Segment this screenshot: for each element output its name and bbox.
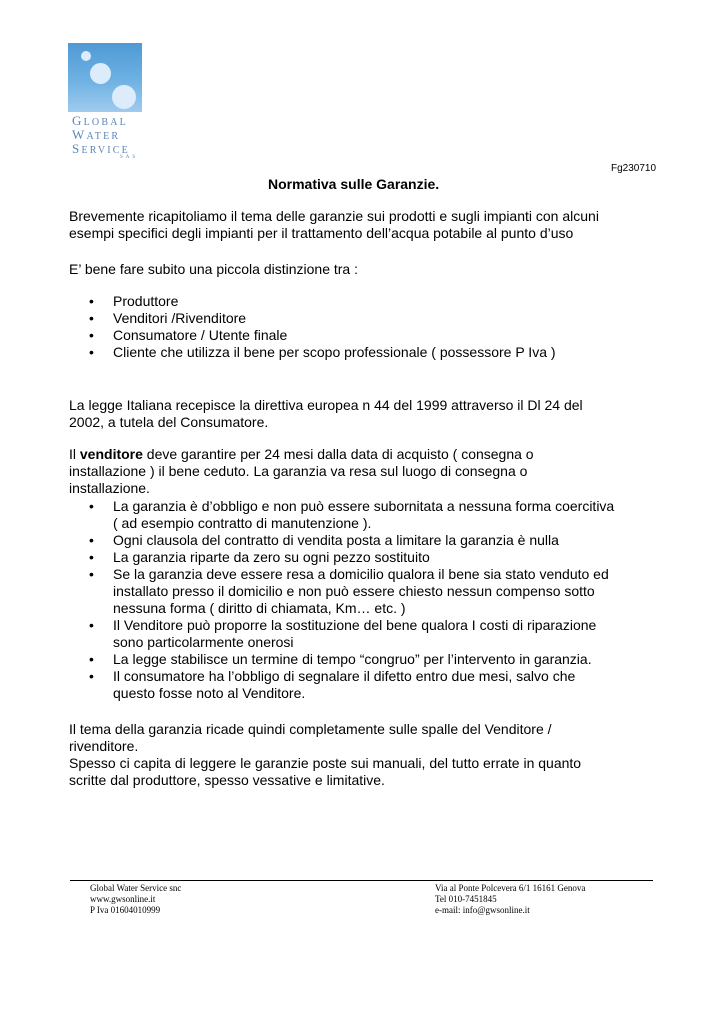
distinction-paragraph: E’ bene fare subito una piccola distinzione tra : xyxy=(69,261,358,277)
footer-left xyxy=(90,883,181,916)
list-item: • Se la garanzia deve essere resa a domicilio qualora il bene sia stato venduto ed installato presso il domicilio e non può essere chiesto nessun compenso sotto nessuna forma ( diritto di chiamata, Km… etc. ) xyxy=(69,566,614,617)
company-logo xyxy=(68,43,142,163)
logo-bubble xyxy=(90,63,111,84)
list-item: • Ogni clausola del contratto di vendita posta a limitare la garanzia è nulla xyxy=(69,532,614,549)
list-item: • Venditori /Rivenditore xyxy=(69,310,556,327)
law-paragraph: La legge Italiana recepisce la direttiva europea n 44 del 1999 attraverso il Dl 24 del 2002, a tutela del Consumatore. xyxy=(69,397,583,430)
footer-phone: Tel 010-7451845 xyxy=(435,894,497,904)
intro-paragraph: Brevemente ricapitoliamo il tema delle garanzie sui prodotti e sugli impianti con alcuni esempi specifici degli impianti per il trattamento dell’acqua potabile al punto d’uso xyxy=(69,208,599,241)
seller-rules-list xyxy=(69,498,614,702)
parties-list xyxy=(69,293,556,361)
seller-paragraph: Il venditore deve garantire per 24 mesi dalla data di acquisto ( consegna o installazione ) il bene ceduto. La garanzia va resa sul luogo di consegna o installazione. xyxy=(69,446,534,496)
closing-paragraph: Il tema della garanzia ricade quindi completamente sulle spalle del Venditore / rivenditore. Spesso ci capita di leggere le garanzie poste sui manuali, del tutto errate in quanto scritte dal produttore, spesso vessative e limitative. xyxy=(69,721,582,788)
footer-company: Global Water Service snc xyxy=(90,883,182,893)
footer-address: Via al Ponte Polcevera 6/1 16161 Genova xyxy=(435,883,586,893)
list-item: • Il Venditore può proporre la sostituzione del bene qualora I costi di riparazione sono particolarmente onerosi xyxy=(69,617,614,651)
list-item: • Produttore xyxy=(69,293,556,310)
footer-right xyxy=(435,883,585,916)
list-item: • Cliente che utilizza il bene per scopo professionale ( possessore P Iva ) xyxy=(69,344,556,361)
list-item: • Il consumatore ha l’obbligo di segnalare il difetto entro due mesi, salvo che questo fosse noto al Venditore. xyxy=(69,668,614,702)
list-item: • La garanzia è d’obbligo e non può essere subornitata a nessuna forma coercitiva ( ad esempio contratto di manutenzione ). xyxy=(69,498,614,532)
footer-website[interactable]: www.gwsonline.it xyxy=(90,894,156,904)
list-item: • Consumatore / Utente finale xyxy=(69,327,556,344)
logo-bubble xyxy=(81,51,91,61)
footer-vat: P Iva 01604010999 xyxy=(90,905,161,915)
logo-wordmark: GLOBAL WATER SERVICE xyxy=(72,113,130,156)
logo-water-drops-graphic xyxy=(68,43,142,112)
footer-email[interactable]: e-mail: info@gwsonline.it xyxy=(435,905,530,915)
document-title: Normativa sulle Garanzie. xyxy=(268,176,440,192)
logo-bubble xyxy=(112,85,136,109)
seller-term: venditore xyxy=(79,446,143,462)
list-item: • La legge stabilisce un termine di tempo “congruo” per l’intervento in garanzia. xyxy=(69,651,614,668)
logo-sas: S A S xyxy=(120,155,137,160)
document-code: Fg230710 xyxy=(611,163,657,174)
footer-divider xyxy=(70,880,653,881)
list-item: • La garanzia riparte da zero su ogni pezzo sostituito xyxy=(69,549,614,566)
